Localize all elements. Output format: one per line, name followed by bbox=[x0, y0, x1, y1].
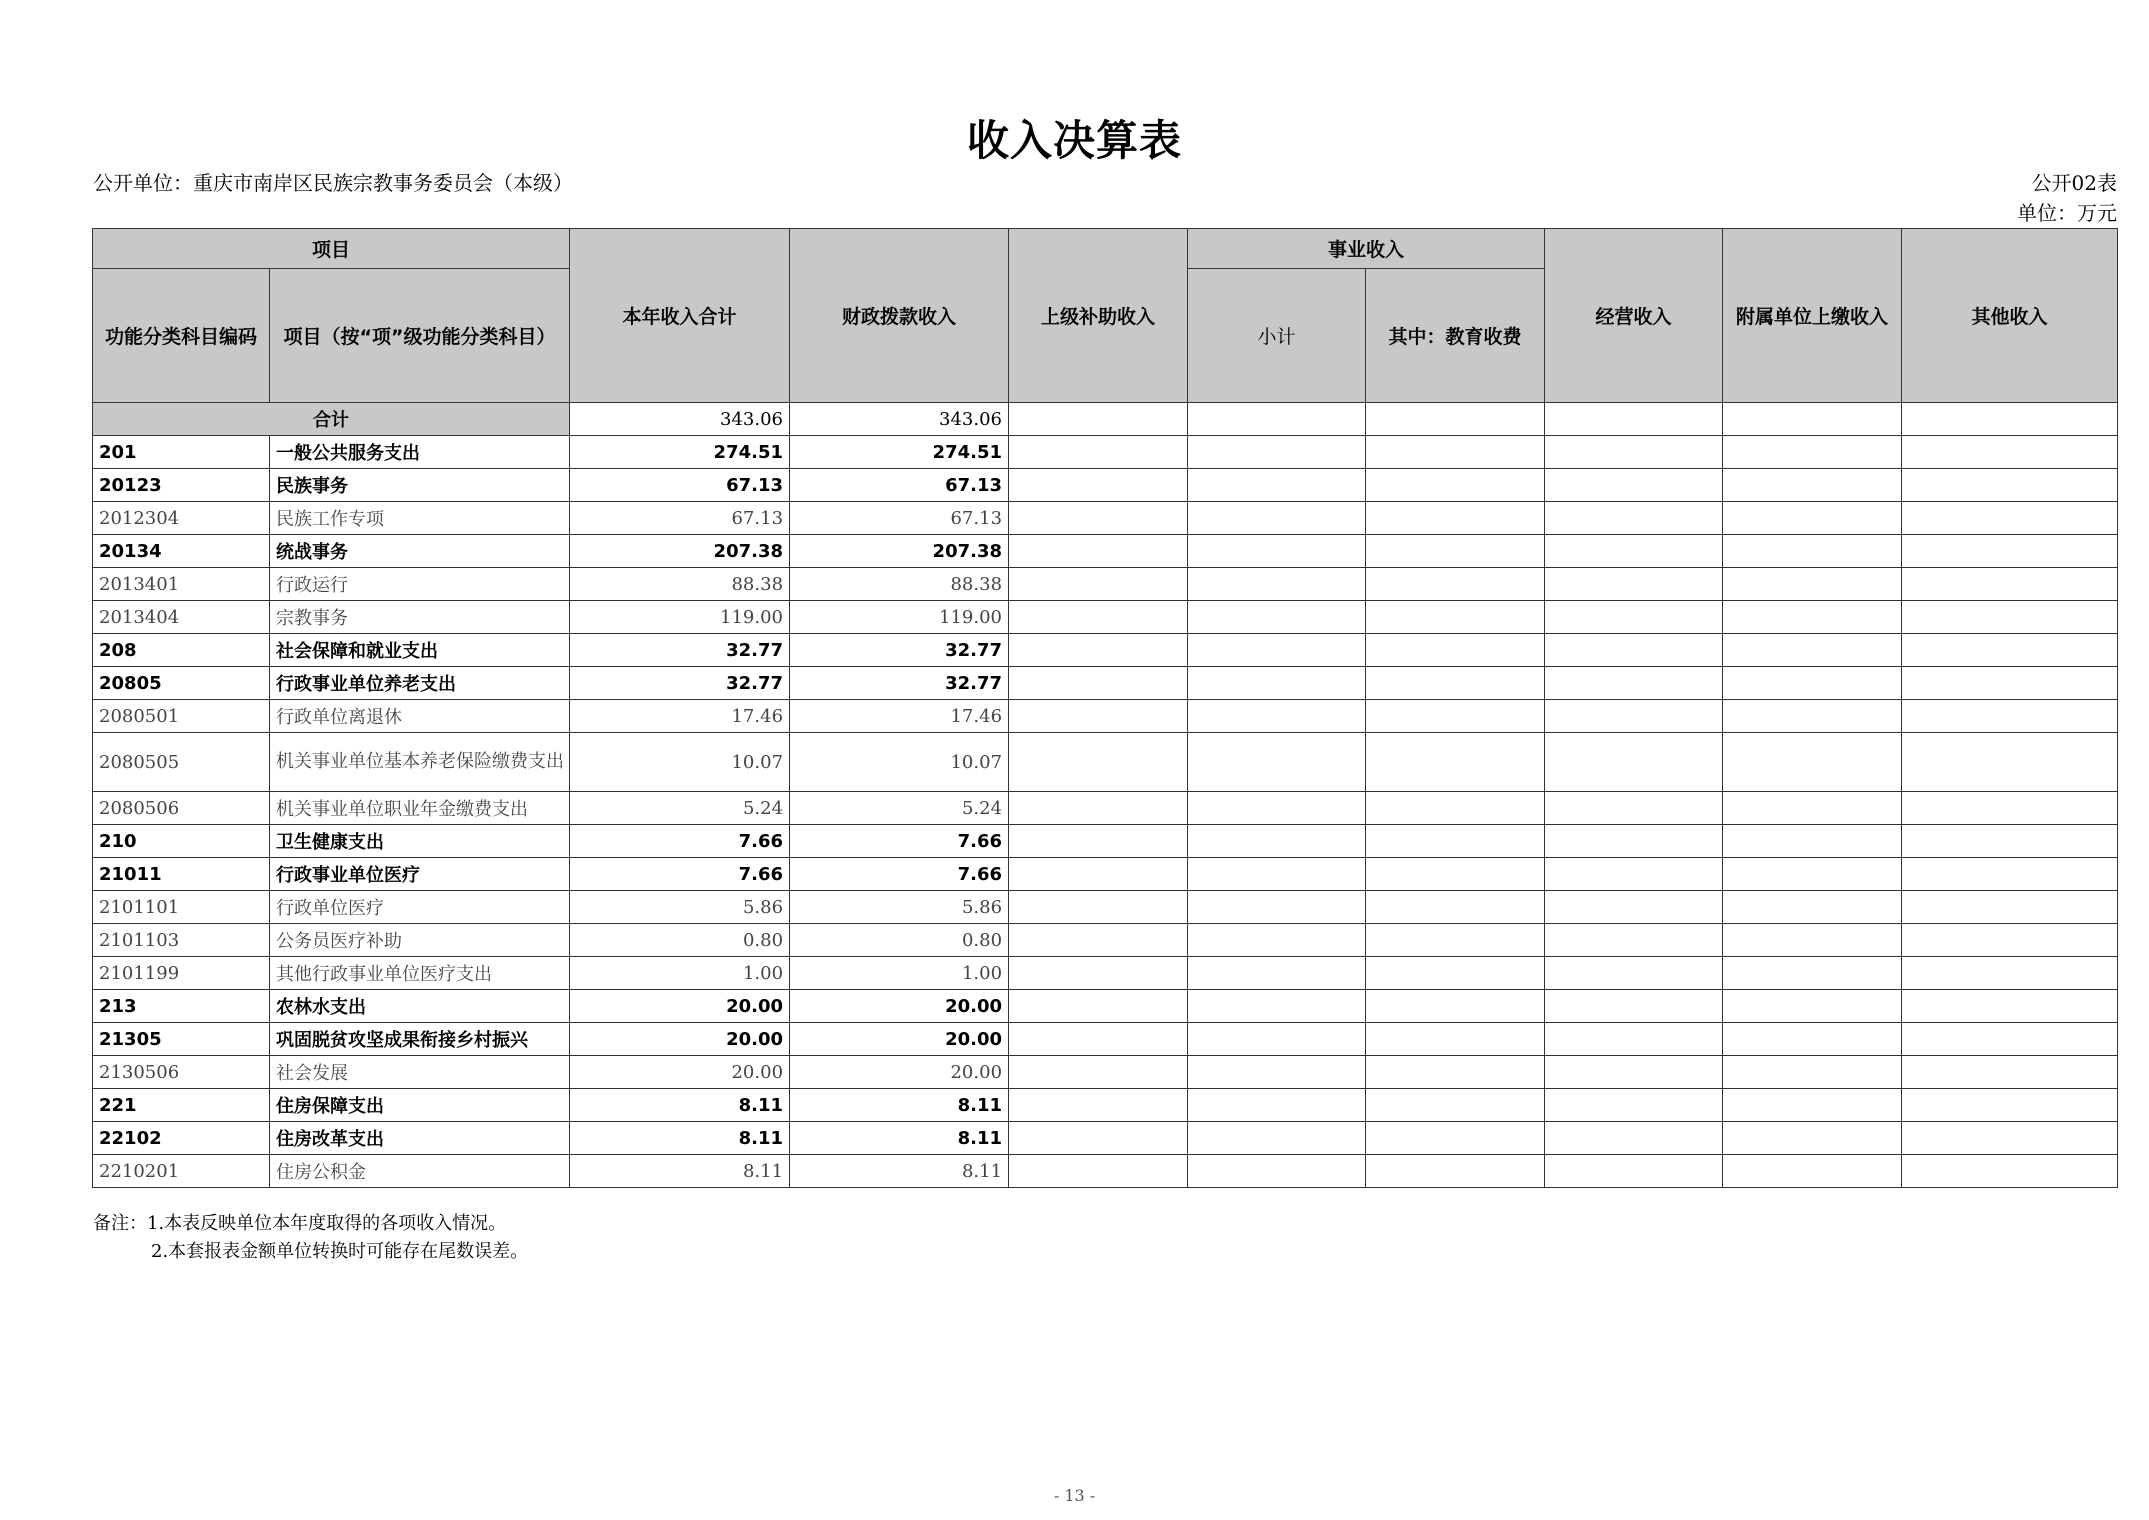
empty-cell bbox=[1366, 957, 1545, 990]
row-code: 208 bbox=[93, 634, 270, 667]
empty-cell bbox=[1545, 502, 1723, 535]
empty-cell bbox=[1723, 1089, 1902, 1122]
empty-cell bbox=[1188, 634, 1366, 667]
total-label: 合计 bbox=[93, 403, 570, 436]
empty-cell bbox=[1366, 1089, 1545, 1122]
row-code: 221 bbox=[93, 1089, 270, 1122]
table-row bbox=[93, 1023, 2118, 1056]
form-number: 公开02表 bbox=[2031, 171, 2117, 195]
table-row bbox=[93, 634, 2118, 667]
empty-cell bbox=[1723, 436, 1902, 469]
table-row bbox=[93, 502, 2118, 535]
row-total-income: 1.00 bbox=[570, 957, 790, 990]
row-fiscal: 7.66 bbox=[790, 825, 1009, 858]
header-superior-subsidy: 上级补助收入 bbox=[1009, 229, 1188, 403]
empty-cell bbox=[1009, 667, 1188, 700]
empty-cell bbox=[1366, 502, 1545, 535]
row-total-income: 119.00 bbox=[570, 601, 790, 634]
empty-cell bbox=[1902, 733, 2118, 792]
empty-cell bbox=[1366, 924, 1545, 957]
empty-cell bbox=[1723, 568, 1902, 601]
empty-cell bbox=[1009, 700, 1188, 733]
empty-cell bbox=[1902, 667, 2118, 700]
row-total-income: 20.00 bbox=[570, 1056, 790, 1089]
header-fiscal: 财政拨款收入 bbox=[790, 229, 1009, 403]
row-fiscal: 207.38 bbox=[790, 535, 1009, 568]
currency-unit: 单位：万元 bbox=[2017, 201, 2117, 225]
empty-cell bbox=[1188, 436, 1366, 469]
table-row bbox=[93, 700, 2118, 733]
form-meta bbox=[2017, 168, 2117, 228]
empty-cell bbox=[1188, 957, 1366, 990]
row-name: 统战事务 bbox=[270, 535, 570, 568]
empty-cell bbox=[1009, 891, 1188, 924]
empty-cell bbox=[1545, 1155, 1723, 1188]
header-business-income: 事业收入 bbox=[1188, 229, 1545, 269]
empty-cell bbox=[1009, 990, 1188, 1023]
total-fiscal-value: 343.06 bbox=[790, 403, 1009, 436]
empty-cell bbox=[1902, 924, 2118, 957]
empty-cell bbox=[1009, 634, 1188, 667]
empty-cell bbox=[1366, 634, 1545, 667]
empty-cell bbox=[1545, 403, 1723, 436]
row-total-income: 8.11 bbox=[570, 1089, 790, 1122]
empty-cell bbox=[1723, 825, 1902, 858]
row-total-income: 20.00 bbox=[570, 1023, 790, 1056]
empty-cell bbox=[1545, 1023, 1723, 1056]
empty-cell bbox=[1366, 436, 1545, 469]
empty-cell bbox=[1009, 1023, 1188, 1056]
row-fiscal: 0.80 bbox=[790, 924, 1009, 957]
empty-cell bbox=[1723, 792, 1902, 825]
row-fiscal: 20.00 bbox=[790, 1056, 1009, 1089]
empty-cell bbox=[1545, 601, 1723, 634]
empty-cell bbox=[1188, 733, 1366, 792]
empty-cell bbox=[1366, 858, 1545, 891]
row-fiscal: 20.00 bbox=[790, 990, 1009, 1023]
row-fiscal: 8.11 bbox=[790, 1089, 1009, 1122]
header-education-fee: 其中：教育收费 bbox=[1366, 269, 1545, 403]
row-name: 其他行政事业单位医疗支出 bbox=[270, 957, 570, 990]
empty-cell bbox=[1723, 891, 1902, 924]
income-table bbox=[92, 228, 2118, 1188]
row-code: 2101103 bbox=[93, 924, 270, 957]
header-other: 其他收入 bbox=[1902, 229, 2118, 403]
empty-cell bbox=[1009, 1089, 1188, 1122]
table-row bbox=[93, 1089, 2118, 1122]
header-project: 项目 bbox=[93, 229, 570, 269]
empty-cell bbox=[1188, 601, 1366, 634]
empty-cell bbox=[1902, 601, 2118, 634]
row-name: 公务员医疗补助 bbox=[270, 924, 570, 957]
row-code: 20134 bbox=[93, 535, 270, 568]
table-row bbox=[93, 469, 2118, 502]
row-name: 一般公共服务支出 bbox=[270, 436, 570, 469]
empty-cell bbox=[1009, 825, 1188, 858]
empty-cell bbox=[1723, 924, 1902, 957]
empty-cell bbox=[1545, 1089, 1723, 1122]
empty-cell bbox=[1188, 891, 1366, 924]
empty-cell bbox=[1545, 667, 1723, 700]
row-total-income: 67.13 bbox=[570, 469, 790, 502]
empty-cell bbox=[1009, 792, 1188, 825]
empty-cell bbox=[1902, 1023, 2118, 1056]
row-code: 20805 bbox=[93, 667, 270, 700]
empty-cell bbox=[1723, 700, 1902, 733]
empty-cell bbox=[1545, 858, 1723, 891]
row-fiscal: 7.66 bbox=[790, 858, 1009, 891]
empty-cell bbox=[1902, 634, 2118, 667]
empty-cell bbox=[1366, 469, 1545, 502]
row-total-income: 20.00 bbox=[570, 990, 790, 1023]
empty-cell bbox=[1188, 858, 1366, 891]
empty-cell bbox=[1723, 403, 1902, 436]
empty-cell bbox=[1009, 858, 1188, 891]
header-code: 功能分类科目编码 bbox=[93, 269, 270, 403]
empty-cell bbox=[1723, 1023, 1902, 1056]
empty-cell bbox=[1723, 601, 1902, 634]
page-number: - 13 - bbox=[1053, 1486, 1096, 1505]
row-name: 行政单位离退休 bbox=[270, 700, 570, 733]
row-name: 卫生健康支出 bbox=[270, 825, 570, 858]
empty-cell bbox=[1188, 924, 1366, 957]
row-total-income: 88.38 bbox=[570, 568, 790, 601]
empty-cell bbox=[1545, 568, 1723, 601]
empty-cell bbox=[1902, 436, 2118, 469]
row-fiscal: 67.13 bbox=[790, 502, 1009, 535]
table-row bbox=[93, 957, 2118, 990]
empty-cell bbox=[1902, 568, 2118, 601]
empty-cell bbox=[1188, 1056, 1366, 1089]
row-code: 213 bbox=[93, 990, 270, 1023]
table-row bbox=[93, 891, 2118, 924]
empty-cell bbox=[1902, 1056, 2118, 1089]
row-code: 201 bbox=[93, 436, 270, 469]
empty-cell bbox=[1723, 733, 1902, 792]
empty-cell bbox=[1366, 601, 1545, 634]
empty-cell bbox=[1545, 957, 1723, 990]
empty-cell bbox=[1902, 403, 2118, 436]
row-fiscal: 5.86 bbox=[790, 891, 1009, 924]
empty-cell bbox=[1723, 469, 1902, 502]
empty-cell bbox=[1723, 1155, 1902, 1188]
row-name: 巩固脱贫攻坚成果衔接乡村振兴 bbox=[270, 1023, 570, 1056]
empty-cell bbox=[1902, 792, 2118, 825]
table-row bbox=[93, 667, 2118, 700]
empty-cell bbox=[1902, 700, 2118, 733]
table-row bbox=[93, 436, 2118, 469]
row-fiscal: 119.00 bbox=[790, 601, 1009, 634]
empty-cell bbox=[1366, 792, 1545, 825]
header-operating: 经营收入 bbox=[1545, 229, 1723, 403]
empty-cell bbox=[1366, 700, 1545, 733]
row-name: 农林水支出 bbox=[270, 990, 570, 1023]
empty-cell bbox=[1188, 1155, 1366, 1188]
row-name: 行政单位医疗 bbox=[270, 891, 570, 924]
row-fiscal: 20.00 bbox=[790, 1023, 1009, 1056]
empty-cell bbox=[1545, 990, 1723, 1023]
header-name: 项目（按“项”级功能分类科目） bbox=[270, 269, 570, 403]
empty-cell bbox=[1902, 957, 2118, 990]
empty-cell bbox=[1366, 1056, 1545, 1089]
row-name: 机关事业单位基本养老保险缴费支出 bbox=[270, 733, 570, 792]
empty-cell bbox=[1009, 924, 1188, 957]
row-total-income: 32.77 bbox=[570, 634, 790, 667]
row-code: 2080506 bbox=[93, 792, 270, 825]
header-total-income: 本年收入合计 bbox=[570, 229, 790, 403]
empty-cell bbox=[1009, 436, 1188, 469]
row-name: 社会发展 bbox=[270, 1056, 570, 1089]
table-row bbox=[93, 733, 2118, 792]
empty-cell bbox=[1188, 469, 1366, 502]
table-row bbox=[93, 1155, 2118, 1188]
row-total-income: 10.07 bbox=[570, 733, 790, 792]
reporting-unit: 公开单位：重庆市南岸区民族宗教事务委员会（本级） bbox=[93, 171, 573, 195]
table-row bbox=[93, 990, 2118, 1023]
empty-cell bbox=[1009, 403, 1188, 436]
empty-cell bbox=[1902, 1122, 2118, 1155]
empty-cell bbox=[1188, 535, 1366, 568]
row-fiscal: 8.11 bbox=[790, 1122, 1009, 1155]
empty-cell bbox=[1009, 502, 1188, 535]
empty-cell bbox=[1902, 990, 2118, 1023]
empty-cell bbox=[1009, 469, 1188, 502]
empty-cell bbox=[1902, 858, 2118, 891]
row-code: 2080505 bbox=[93, 733, 270, 792]
row-code: 2013401 bbox=[93, 568, 270, 601]
empty-cell bbox=[1545, 924, 1723, 957]
empty-cell bbox=[1723, 667, 1902, 700]
empty-cell bbox=[1188, 990, 1366, 1023]
row-fiscal: 88.38 bbox=[790, 568, 1009, 601]
row-code: 21011 bbox=[93, 858, 270, 891]
empty-cell bbox=[1723, 535, 1902, 568]
row-name: 社会保障和就业支出 bbox=[270, 634, 570, 667]
table-row bbox=[93, 924, 2118, 957]
empty-cell bbox=[1545, 733, 1723, 792]
row-fiscal: 17.46 bbox=[790, 700, 1009, 733]
row-fiscal: 1.00 bbox=[790, 957, 1009, 990]
row-total-income: 7.66 bbox=[570, 825, 790, 858]
empty-cell bbox=[1545, 535, 1723, 568]
row-total-income: 8.11 bbox=[570, 1155, 790, 1188]
empty-cell bbox=[1366, 825, 1545, 858]
empty-cell bbox=[1188, 792, 1366, 825]
total-income-value: 343.06 bbox=[570, 403, 790, 436]
empty-cell bbox=[1188, 700, 1366, 733]
empty-cell bbox=[1366, 667, 1545, 700]
empty-cell bbox=[1188, 667, 1366, 700]
empty-cell bbox=[1366, 733, 1545, 792]
empty-cell bbox=[1366, 990, 1545, 1023]
empty-cell bbox=[1009, 1155, 1188, 1188]
note-2: 2.本套报表金额单位转换时可能存在尾数误差。 bbox=[151, 1241, 529, 1262]
empty-cell bbox=[1188, 502, 1366, 535]
empty-cell bbox=[1545, 700, 1723, 733]
empty-cell bbox=[1188, 568, 1366, 601]
empty-cell bbox=[1723, 1122, 1902, 1155]
row-code: 2210201 bbox=[93, 1155, 270, 1188]
empty-cell bbox=[1902, 891, 2118, 924]
header-affiliated: 附属单位上缴收入 bbox=[1723, 229, 1902, 403]
row-total-income: 0.80 bbox=[570, 924, 790, 957]
empty-cell bbox=[1009, 733, 1188, 792]
empty-cell bbox=[1545, 469, 1723, 502]
row-code: 2101199 bbox=[93, 957, 270, 990]
empty-cell bbox=[1723, 1056, 1902, 1089]
row-code: 2012304 bbox=[93, 502, 270, 535]
row-name: 住房保障支出 bbox=[270, 1089, 570, 1122]
row-total-income: 207.38 bbox=[570, 535, 790, 568]
header-subtotal: 小计 bbox=[1188, 269, 1366, 403]
empty-cell bbox=[1902, 502, 2118, 535]
row-name: 民族工作专项 bbox=[270, 502, 570, 535]
row-total-income: 32.77 bbox=[570, 667, 790, 700]
notes bbox=[93, 1210, 528, 1266]
row-name: 宗教事务 bbox=[270, 601, 570, 634]
empty-cell bbox=[1009, 1056, 1188, 1089]
row-code: 2130506 bbox=[93, 1056, 270, 1089]
row-total-income: 5.86 bbox=[570, 891, 790, 924]
empty-cell bbox=[1188, 825, 1366, 858]
empty-cell bbox=[1009, 535, 1188, 568]
row-fiscal: 32.77 bbox=[790, 634, 1009, 667]
table-row bbox=[93, 1056, 2118, 1089]
empty-cell bbox=[1366, 568, 1545, 601]
empty-cell bbox=[1188, 1089, 1366, 1122]
table-row bbox=[93, 825, 2118, 858]
row-code: 2101101 bbox=[93, 891, 270, 924]
row-name: 行政运行 bbox=[270, 568, 570, 601]
row-code: 2080501 bbox=[93, 700, 270, 733]
row-total-income: 274.51 bbox=[570, 436, 790, 469]
empty-cell bbox=[1723, 502, 1902, 535]
row-name: 民族事务 bbox=[270, 469, 570, 502]
empty-cell bbox=[1366, 1122, 1545, 1155]
row-name: 行政事业单位医疗 bbox=[270, 858, 570, 891]
row-code: 21305 bbox=[93, 1023, 270, 1056]
row-fiscal: 274.51 bbox=[790, 436, 1009, 469]
table-row bbox=[93, 601, 2118, 634]
empty-cell bbox=[1723, 957, 1902, 990]
table-row bbox=[93, 1122, 2118, 1155]
empty-cell bbox=[1545, 634, 1723, 667]
empty-cell bbox=[1723, 634, 1902, 667]
table-row bbox=[93, 535, 2118, 568]
row-total-income: 5.24 bbox=[570, 792, 790, 825]
empty-cell bbox=[1188, 1122, 1366, 1155]
empty-cell bbox=[1366, 535, 1545, 568]
empty-cell bbox=[1723, 990, 1902, 1023]
row-code: 20123 bbox=[93, 469, 270, 502]
empty-cell bbox=[1009, 1122, 1188, 1155]
row-code: 22102 bbox=[93, 1122, 270, 1155]
total-row bbox=[93, 403, 2118, 436]
empty-cell bbox=[1009, 957, 1188, 990]
table-row bbox=[93, 858, 2118, 891]
row-name: 住房改革支出 bbox=[270, 1122, 570, 1155]
row-name: 行政事业单位养老支出 bbox=[270, 667, 570, 700]
row-fiscal: 10.07 bbox=[790, 733, 1009, 792]
row-code: 2013404 bbox=[93, 601, 270, 634]
empty-cell bbox=[1366, 403, 1545, 436]
empty-cell bbox=[1902, 469, 2118, 502]
page-title: 收入决算表 bbox=[966, 116, 1182, 165]
empty-cell bbox=[1902, 825, 2118, 858]
empty-cell bbox=[1723, 858, 1902, 891]
table-row bbox=[93, 568, 2118, 601]
row-fiscal: 67.13 bbox=[790, 469, 1009, 502]
row-name: 住房公积金 bbox=[270, 1155, 570, 1188]
empty-cell bbox=[1545, 792, 1723, 825]
empty-cell bbox=[1545, 1122, 1723, 1155]
empty-cell bbox=[1545, 436, 1723, 469]
row-total-income: 17.46 bbox=[570, 700, 790, 733]
row-fiscal: 5.24 bbox=[790, 792, 1009, 825]
empty-cell bbox=[1366, 1155, 1545, 1188]
row-total-income: 67.13 bbox=[570, 502, 790, 535]
row-code: 210 bbox=[93, 825, 270, 858]
row-total-income: 8.11 bbox=[570, 1122, 790, 1155]
row-fiscal: 32.77 bbox=[790, 667, 1009, 700]
empty-cell bbox=[1902, 1089, 2118, 1122]
row-total-income: 7.66 bbox=[570, 858, 790, 891]
row-fiscal: 8.11 bbox=[790, 1155, 1009, 1188]
empty-cell bbox=[1902, 535, 2118, 568]
empty-cell bbox=[1545, 1056, 1723, 1089]
note-1: 备注：1.本表反映单位本年度取得的各项收入情况。 bbox=[93, 1213, 507, 1234]
table-row bbox=[93, 792, 2118, 825]
empty-cell bbox=[1188, 403, 1366, 436]
empty-cell bbox=[1545, 891, 1723, 924]
row-name: 机关事业单位职业年金缴费支出 bbox=[270, 792, 570, 825]
empty-cell bbox=[1366, 1023, 1545, 1056]
empty-cell bbox=[1009, 601, 1188, 634]
empty-cell bbox=[1902, 1155, 2118, 1188]
empty-cell bbox=[1366, 891, 1545, 924]
empty-cell bbox=[1545, 825, 1723, 858]
empty-cell bbox=[1009, 568, 1188, 601]
empty-cell bbox=[1188, 1023, 1366, 1056]
